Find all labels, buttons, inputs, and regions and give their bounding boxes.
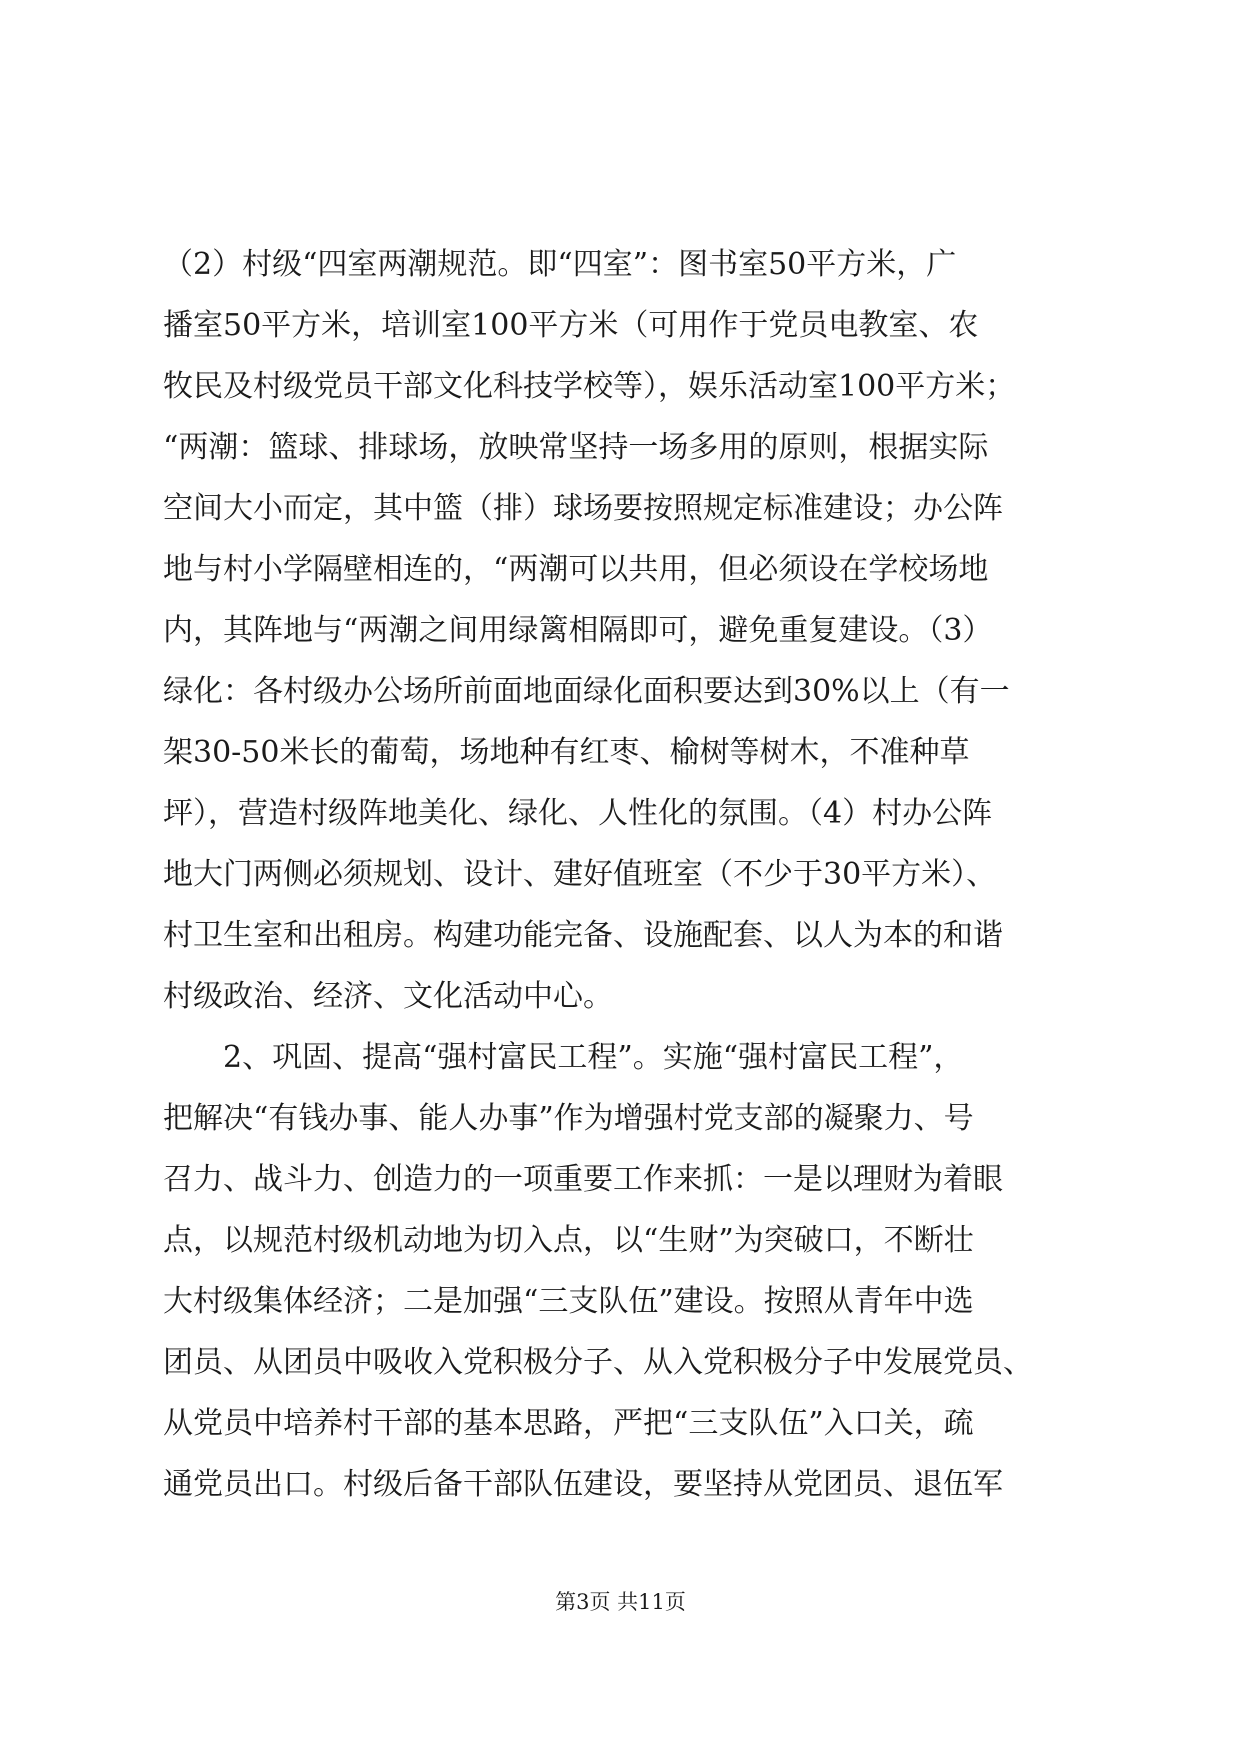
text-line: 架30-50米长的葡萄，场地种有红枣、榆树等树木，不准种草 <box>163 735 970 770</box>
text-line: （2）村级“四室两潮规范。即“四室”：图书室50平方米，广 <box>163 247 957 282</box>
text-line: 通党员出口。村级后备干部队伍建设，要坚持从党团员、退伍军 <box>163 1467 1003 1502</box>
text-line: 牧民及村级党员干部文化科技学校等），娱乐活动室100平方米； <box>163 369 1016 404</box>
text-line: 从党员中培养村干部的基本思路，严把“三支队伍”入口关，疏 <box>163 1406 974 1441</box>
paragraph-start-line: 2、巩固、提高“强村富民工程”。实施“强村富民工程”， <box>223 1040 964 1075</box>
body-text <box>163 234 1079 1515</box>
text-line: 召力、战斗力、创造力的一项重要工作来抓：一是以理财为着眼 <box>163 1162 1003 1197</box>
text-line: 地大门两侧必须规划、设计、建好值班室（不少于30平方米）、 <box>163 857 997 892</box>
text-line: 把解决“有钱办事、能人办事”作为增强村党支部的凝聚力、号 <box>163 1101 974 1136</box>
page-number-footer: 第3页 共11页 <box>555 1590 686 1614</box>
text-line: “两潮：篮球、排球场，放映常坚持一场多用的原则，根据实际 <box>163 430 989 465</box>
text-line: 空间大小而定，其中篮（排）球场要按照规定标准建设；办公阵 <box>163 491 1003 526</box>
text-line: 团员、从团员中吸收入党积极分子、从入党积极分子中发展党员、 <box>163 1345 1033 1380</box>
text-line: 内，其阵地与“两潮之间用绿篱相隔即可，避免重复建设。（3） <box>163 613 993 648</box>
text-line: 坪），营造村级阵地美化、绿化、人性化的氛围。（4）村办公阵 <box>163 796 993 831</box>
text-line: 绿化：各村级办公场所前面地面绿化面积要达到30%以上（有一 <box>163 674 1010 709</box>
text-line: 大村级集体经济；二是加强“三支队伍”建设。按照从青年中选 <box>163 1284 974 1319</box>
text-line: 地与村小学隔壁相连的，“两潮可以共用，但必须设在学校场地 <box>163 552 989 587</box>
text-line: 村级政治、经济、文化活动中心。 <box>163 979 613 1014</box>
text-line: 点，以规范村级机动地为切入点，以“生财”为突破口，不断壮 <box>163 1223 974 1258</box>
text-line: 播室50平方米，培训室100平方米（可用作于党员电教室、农 <box>163 308 979 343</box>
text-line: 村卫生室和出租房。构建功能完备、设施配套、以人为本的和谐 <box>163 918 1003 953</box>
